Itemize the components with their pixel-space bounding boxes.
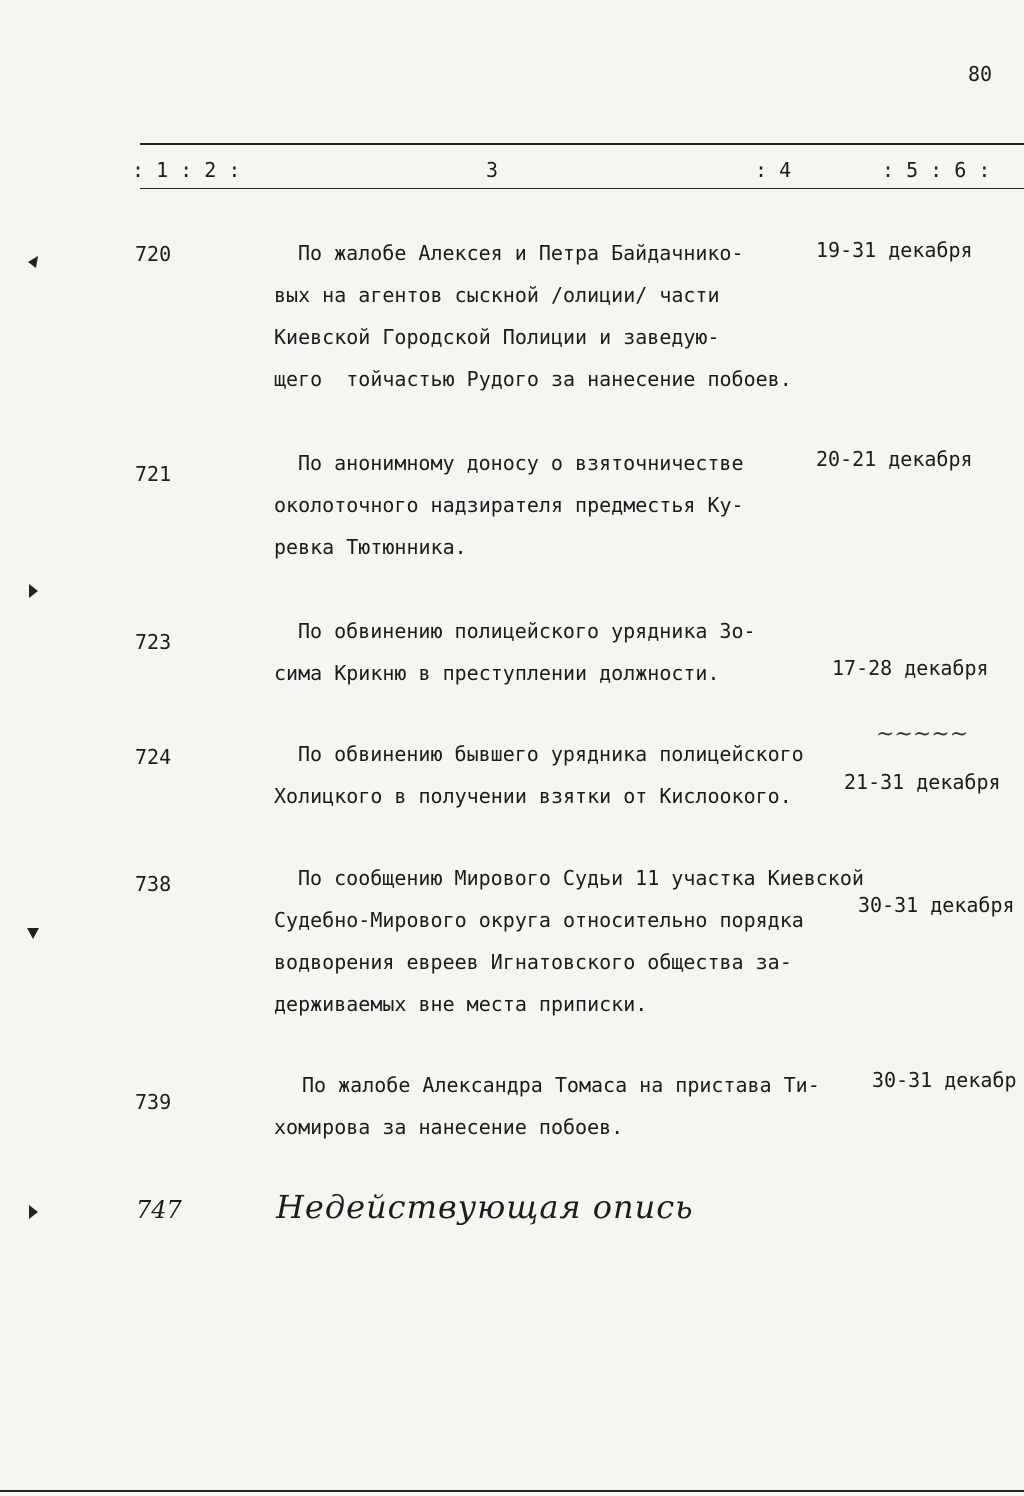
handwritten-number: 747 (136, 1196, 182, 1224)
entry-number: 724 (135, 745, 172, 769)
illegible-handwritten-mark: ~~~~~ (876, 722, 969, 747)
entry-line: По анонимному доносу о взяточничестве (298, 451, 744, 475)
entry-line: По обвинению бывшего урядника полицейского (298, 742, 804, 766)
entry-date: 17-28 декабря (832, 656, 989, 680)
binding-hole-mark (26, 1204, 40, 1220)
entry-line: По жалобе Алексея и Петра Байдачнико- (298, 241, 744, 265)
entry-description (274, 1064, 820, 1148)
entry-line: хомирова за нанесение побоев. (274, 1115, 624, 1139)
column-header-1-2: : 1 : 2 : (132, 158, 241, 182)
column-header-4: : 4 (755, 158, 792, 182)
entry-number: 720 (135, 242, 172, 266)
entry-description (274, 442, 744, 568)
header-rule-top (140, 143, 1024, 145)
entry-line: ревка Тютюнника. (274, 535, 467, 559)
entry-line: По жалобе Александра Томаса на пристава Ти- (302, 1073, 820, 1097)
page-number: 80 (968, 62, 993, 86)
entry-line: держиваемых вне места приписки. (274, 992, 648, 1016)
header-rule-bottom (140, 188, 1024, 189)
column-header-5-6: : 5 : 6 : (882, 158, 991, 182)
entry-line: Холицкого в получении взятки от Кислоокого. (274, 784, 792, 808)
entry-line: водворения евреев Игнатовского общества за- (274, 950, 792, 974)
handwritten-note: Недействующая опись (276, 1188, 694, 1226)
entry-date: 20-21 декабря (816, 447, 973, 471)
binding-hole-mark (26, 583, 40, 599)
entry-line: сима Крикню в преступлении должности. (274, 661, 720, 685)
binding-hole-mark (26, 254, 40, 270)
entry-number: 738 (135, 872, 172, 896)
entry-line: околоточного надзирателя предместья Ку- (274, 493, 744, 517)
column-header-3: 3 (486, 158, 499, 182)
entry-date: 30-31 декабря (858, 893, 1015, 917)
entry-line: вых на агентов сыскной /олиции/ части (274, 283, 720, 307)
entry-number: 723 (135, 630, 172, 654)
entry-description (274, 733, 804, 817)
entry-line: По сообщению Мирового Судьи 11 участка Киевской (298, 866, 864, 890)
entry-date: 21-31 декабря (844, 770, 1001, 794)
entry-line: Киевской Городской Полиции и заведую- (274, 325, 720, 349)
entry-number: 739 (135, 1090, 172, 1114)
entry-line: По обвинению полицейского урядника Зо- (298, 619, 756, 643)
entry-number: 721 (135, 462, 172, 486)
entry-description (274, 232, 792, 400)
entry-date: 19-31 декабря (816, 238, 973, 262)
bottom-rule (0, 1490, 1024, 1492)
entry-line: Судебно-Мирового округа относительно порядка (274, 908, 804, 932)
entry-description (274, 857, 864, 1025)
binding-hole-mark (26, 925, 40, 941)
entry-description (274, 610, 756, 694)
entry-date: 30-31 декабр (872, 1068, 1017, 1092)
entry-line: щего тойчастью Рудого за нанесение побоев. (274, 367, 792, 391)
